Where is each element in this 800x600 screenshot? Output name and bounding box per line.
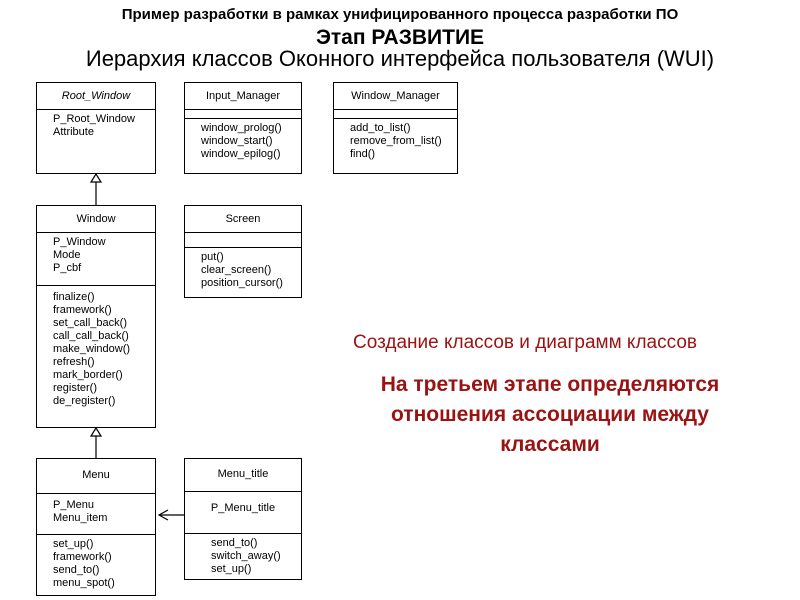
class-operations [334,119,457,164]
header-stage: Этап РАЗВИТИЕ [315,26,485,49]
class-operation: framework() [53,304,112,316]
class-attribute: Mode [53,249,81,261]
header-title: Иерархия классов Оконного интерфейса пользователя (WUI) [85,46,715,71]
class-menu-title [184,458,302,580]
class-window [36,205,156,428]
header-subtitle: Пример разработки в рамках унифицированного процесса разработки ПО [121,6,679,23]
class-attributes [37,233,155,286]
generalization-arrow-icon [91,428,101,436]
class-operations [185,534,301,579]
class-attribute: Attribute [53,126,94,138]
class-operation: de_register() [53,395,116,407]
class-operation: register() [53,382,98,394]
class-attribute: P_Root_Window [53,113,135,125]
class-operations [37,286,155,411]
class-menu [36,458,156,596]
class-name: Screen [185,206,301,233]
class-operation: set_up() [211,563,252,575]
class-attributes [37,110,155,176]
class-window-manager [333,82,458,174]
class-root-window [36,82,156,174]
class-name: Menu_title [185,459,301,492]
class-operation: call_call_back() [53,330,129,342]
class-operation: clear_screen() [201,264,272,276]
class-operation: framework() [53,551,112,563]
class-operation: send_to() [211,537,258,549]
class-operation: send_to() [53,564,100,576]
class-operation: window_prolog() [201,122,282,134]
class-attributes [185,233,301,248]
class-operation: window_start() [201,135,273,147]
class-name: Input_Manager [185,83,301,110]
class-operation: put() [201,251,224,263]
class-operation: mark_border() [53,369,123,381]
class-screen [184,205,302,298]
class-operations [37,535,155,593]
class-operation: menu_spot() [53,577,115,589]
class-name: Menu [37,459,155,494]
class-operation: remove_from_list() [350,135,442,147]
note-body: На третьем этапе определяются отношения ассоциации между классами [380,373,720,456]
class-operation: position_cursor() [201,277,283,289]
class-attribute: P_Window [53,236,106,248]
class-attribute: P_Menu_title [210,502,276,514]
class-operation: set_up() [53,538,94,550]
class-operation: refresh() [53,356,95,368]
class-name: Root_Window [37,83,155,110]
class-attributes [185,110,301,119]
class-operations [185,119,301,164]
class-attributes [334,110,457,119]
class-operation: switch_away() [211,550,281,562]
class-attribute: P_cbf [53,262,82,274]
class-operation: add_to_list() [350,122,411,134]
class-operation: set_call_back() [53,317,127,329]
class-name: Window_Manager [334,83,457,110]
class-operation: make_window() [53,343,131,355]
class-attribute: Menu_item [53,512,108,524]
note-heading: Создание классов и диаграмм классов [353,332,697,353]
class-operation: finalize() [53,291,95,303]
class-name: Window [37,206,155,233]
class-operations [185,248,301,293]
class-attributes [185,492,301,534]
class-operation: find() [350,148,376,160]
class-input-manager [184,82,302,174]
class-operation: window_epilog() [201,148,281,160]
class-attributes [37,494,155,535]
class-attribute: P_Menu [53,499,94,511]
